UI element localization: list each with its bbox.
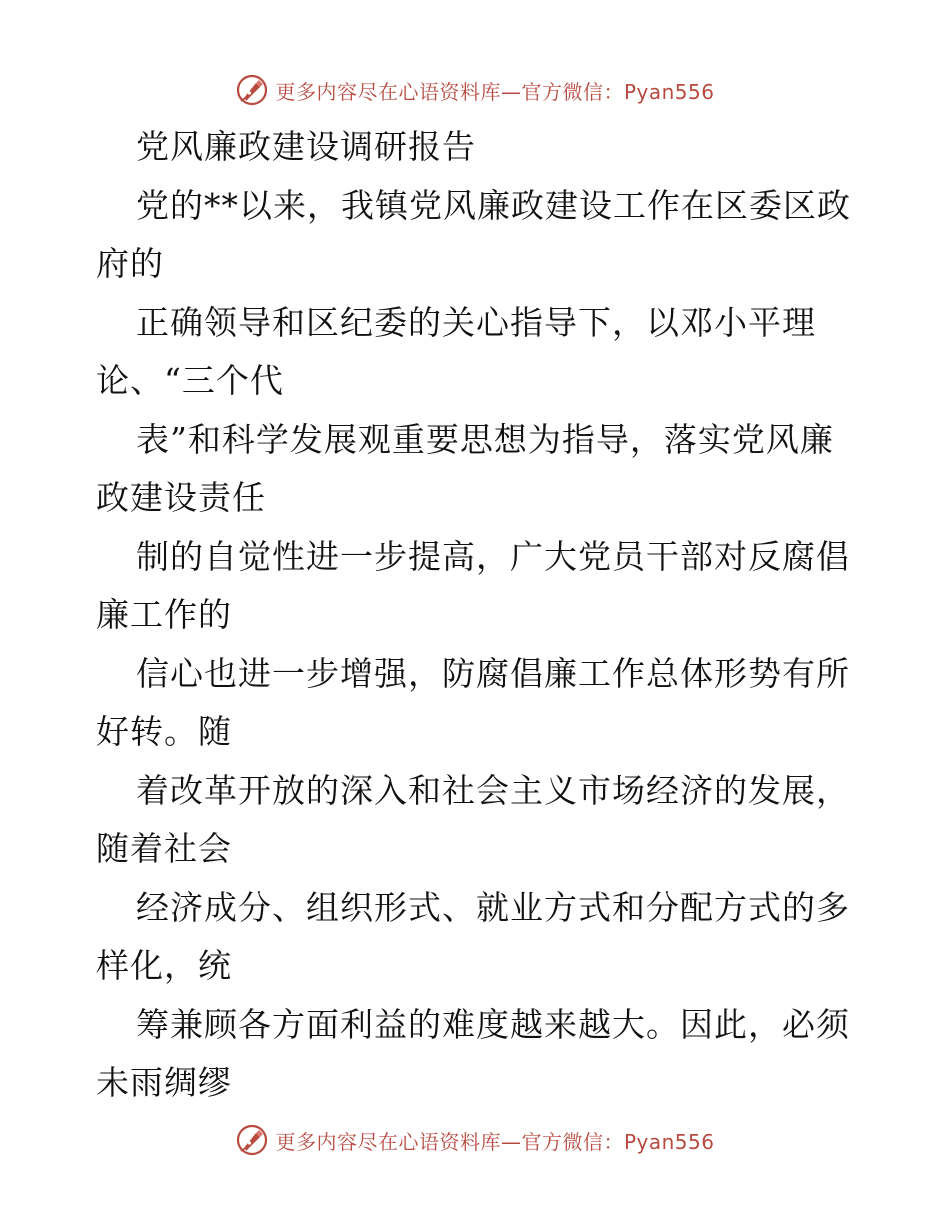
paragraph-line: 筹兼顾各方面利益的难度越来越大。因此，必须 [136,1004,850,1044]
footer-banner[interactable] [0,1118,950,1162]
paragraph-line: 廉工作的 [96,595,232,634]
paragraph-line: 表”和科学发展观重要思想为指导，落实党风廉 [136,419,834,459]
paragraph-line: 党的**以来，我镇党风廉政建设工作在区委区政 [136,185,851,225]
paragraph-line: 论、“三个代 [96,361,284,400]
paragraph-line: 正确领导和区纪委的关心指导下，以邓小平理 [136,302,816,342]
document-title: 党风廉政建设调研报告 [136,127,476,166]
footer-banner-text: 更多内容尽在心语资料库—官方微信：Pyan556 [275,1129,715,1154]
paragraph-line: 府的 [96,244,164,283]
paragraph-line: 政建设责任 [96,478,266,517]
pen-nib-logo-icon [235,73,269,107]
document-body [96,118,856,1113]
paragraph-line: 信心也进一步增强，防腐倡廉工作总体形势有所 [136,653,850,693]
paragraph-line: 未雨绸缪 [96,1063,232,1102]
paragraph-line: 经济成分、组织形式、就业方式和分配方式的多 [136,887,850,927]
paragraph-line: 随着社会 [96,829,232,868]
paragraph-line: 着改革开放的深入和社会主义市场经济的发展， [136,770,850,810]
pen-nib-logo-icon [235,1123,269,1157]
paragraph-line: 好转。随 [96,712,232,751]
header-banner-text: 更多内容尽在心语资料库—官方微信：Pyan556 [275,79,715,104]
paragraph-line: 制的自觉性进一步提高，广大党员干部对反腐倡 [136,536,850,576]
header-banner[interactable] [0,68,950,112]
paragraph-line: 样化，统 [96,946,232,985]
